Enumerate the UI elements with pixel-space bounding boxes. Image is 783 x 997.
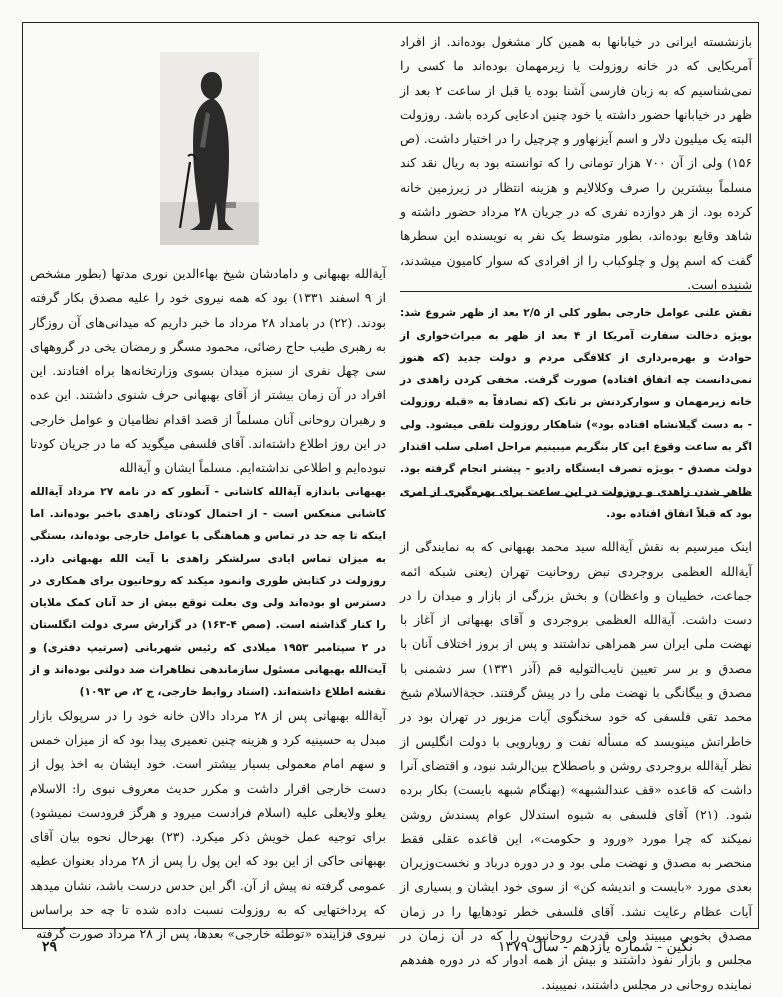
quote-block: بهبهانی باندازه آیةالله کاشانی - آنطور که در نامه ۲۷ مرداد آیةالله کاشانی منعکس است - از احتمال کودتای زاهدی باخبر بوده‌اند. اما اینکه تا چه حد در تماس و هماهنگی با عوامل خارجی بوده‌اند، بستگی به میزان تماس ایادی سرلشکر زاهدی با آیت الله بهبهانی دارد. روزولت در کتابش طوری وانمود میکند که روحانیون برای همکاری در دسترس او بوده‌اند ولی وی بعلت توقع بیش از حد آنان کمک ملایان را کنار گذاشته است. (صص ۴-۱۶۳) در گزارش سری دولت انگلستان در ۲ سپتامبر ۱۹۵۳ میلادی که رئیس شهربانی (سرتیپ دفتری) و آیت‌الله بهبهانی مسئول سازماندهی تظاهرات ضد دولتی بوده‌اند و از نقشه اطلاع داشته‌اند. (اسناد روابط خارجی، ج ۲، ص ۱۰۹۳) (30, 485, 386, 699)
main-paragraph: اینک میرسیم به نقش آیةالله سید محمد بهبهانی که به نمایندگی از آیةالله العظمی بروجردی نبض روحانیت تهران (یعنی شبکه ائمه جماعت، خطیبان و واعظان) و بخش بزرگی از بازار و میدان را در دست داشت. آیةالله العظمی بروجردی و آقای بهبهانی از آغاز با نهضت ملی ایران سر همراهی نداشتند و پس از بروز اختلاف آنان با مصدق و بر سر تعیین نایب‌التولیه قم (آذر ۱۳۳۱) سر دشمنی با مصدق و بیگانگی با نهضت ملی را در پیش گرفتند. حجةالاسلام شیخ محمد تقی فلسفی که خود سخنگوی آیات مزبور در تهران بود در خاطراتش مینویسد که مسأله نفت و رویارویی با دولت انگلیس از نظر آیةالله بروجردی روشن و باصطلاح بین‌الرشد نبود، و اقتضای آنرا داشت که قاعده «قف عندالشبهه» (بهنگام شبهه بایست) بکار برده شود. (۲۱) آقای فلسفی به شیوه استدلال عوام پسندش روشن نمیکند که چرا مورد «ورود و حکومت»، این قاعده عقلی فقط منحصر به مصدق و نهضت ملی بود و در دوره درباد و نخست‌وزیران بعدی مورد «بایست و اندیشه کن» از سوی خود ایشان و بسیاری از آیات عظام رعایت نشد. آقای فلسفی خطر تودهایها را در زمان مصدق بخوبی میبیند ولی قدرت روحانیون را که در آن زمان در مجلس و بازار نفوذ داشتند و بیش از همه ادوار که در دوره هفدهم نماینده روحانی در مجلس داشتند، نمیبیند. (400, 539, 752, 992)
person-with-cane-image (160, 52, 259, 245)
intro-paragraph: بازنشسته ایرانی در خیابانها به همین کار مشغول بوده‌اند. از افراد آمریکایی که در خانه روزولت یا زیرمهمان بوده‌اند ما کسی را نمی‌شناسیم که به زبان فارسی آشنا بوده یا قبل از ساعت ۲ بعد از ظهر در خیابانها حضور داشته یا خود چنین ادعایی کرده باشد. روزولت البته یک میلیون دلار و اسم آیزنهاور و چرچیل را در اختیار داشت. (ص ۱۵۶) ولی از آن ۷۰۰ هزار تومانی را که توانسته بود به ریال نقد کند مسلماً بیشترین را صرف وکلالایم و هزینه انتظار در زیرزمین خانه کرده بود. از هر دوازده نفری که در جریان ۲۸ مرداد حضور داشته و شاهد وقایع بوده‌اند، بطور متوسط یک نفر به نویسنده این سطرها گفت که اسم پول و چلوکباب را از افرادی که سوار کامیون میشدند، شنیده است. (400, 34, 752, 292)
page-number: ۲۹ (42, 939, 58, 955)
note-top-rule (400, 291, 752, 292)
article-photo (160, 52, 259, 245)
left-paragraph-2: آیةالله بهبهانی پس از ۲۸ مرداد دالان خانه خود را در سرپولک بازار مبدل به حسینیه کرد و هزینه چنین تعمیری پیدا بود که از میزان خمس و سهم امام معمولی بسیار بیشتر است. خود ایشان به اخذ پول از دست خارجی اقرار داشت و مکرر حدیث معروف نبوی را: الاسلام یعلو ولایعلی علیه (اسلام فرادست میرود و هرگز فرودست نمیشود) برای توجیه عمل خویش ذکر میکرد. (۲۳) بهرحال نحوه بیان آقای بهبهانی حاکی از این بود که این پول را پس از ۲۸ مرداد بعنوان عطیه عمومی گرفته نه پیش از آن. اگر این حدس درست باشد، نشان میدهد که پرداختهایی که به روزولت نسبت داده شده تا چه حد براساس نیروی فزاینده «توطئه خارجی» بعدها، پس از ۲۸ مرداد صورت گرفته (30, 707, 387, 942)
left-paragraph-1: آیةالله بهبهانی و دامادشان شیخ بهاءالدین نوری مدتها (بطور مشخص از ۹ اسفند ۱۳۳۱) بود که همه نیروی خود را علیه مصدق بکار گرفته بودند. (۲۲) در بامداد ۲۸ مرداد ما خبر داریم که میدانی‌های آن روزگار به رهبری طیب حاج رضائی، محمود مسگر و رمضان یخی در گروههای سی چهل نفری از سبزه میدان بسوی وزارتخانه‌ها براه افتادند. این افراد در آن زمان بیشتر از آقای بهبهانی حرف شنوی داشتند. این عده و رهبران روحانی آنان مسلماً از قصد اقدام نظامیان و عوامل خارجی در این روز اطلاع داشته‌اند. آقای فلسفی میگوید که ما در جریان کودتا نبوده‌ایم و اطلاعی نداشته‌ایم. مسلماً ایشان و آیةالله (30, 266, 387, 476)
note-bottom-rule (400, 495, 752, 496)
left-column (30, 262, 387, 942)
publication-footer: نگین - شماره یازدهم - سال ۱۳۷۹ (498, 939, 693, 955)
highlighted-note: نقش علنی عوامل خارجی بطور کلی از ۲/۵ بعد از ظهر شروع شد: بویژه دخالت سفارت آمریکا از ۴ بعد از ظهر به میراث‌خواری از حوادث و بهره‌برداری از کلافگی مردم و دولت جدید (که هنوز نمی‌دانست چه اتفاق افتاده) صورت گرفت. مخفی کردن زاهدی در خانه زیرمهمان و سوارکردنش بر تانک (که تصادفاً به «قبله روزولت - به دست گیلانشاه افتاده بود») شاهکار روزولت تلقی میشود. ولی اگر به ساعت وقوع این کار بنگریم میبینیم مراحل اصلی سلب اقتدار دولت مصدق - بویژه تصرف ایستگاه رادیو - پیشتر انجام گرفته بود. ظاهر شدن زاهدی و روزولت در این ساعت برای بهره‌گیری از امری بود که قبلاً اتفاق افتاده بود. (400, 307, 753, 520)
